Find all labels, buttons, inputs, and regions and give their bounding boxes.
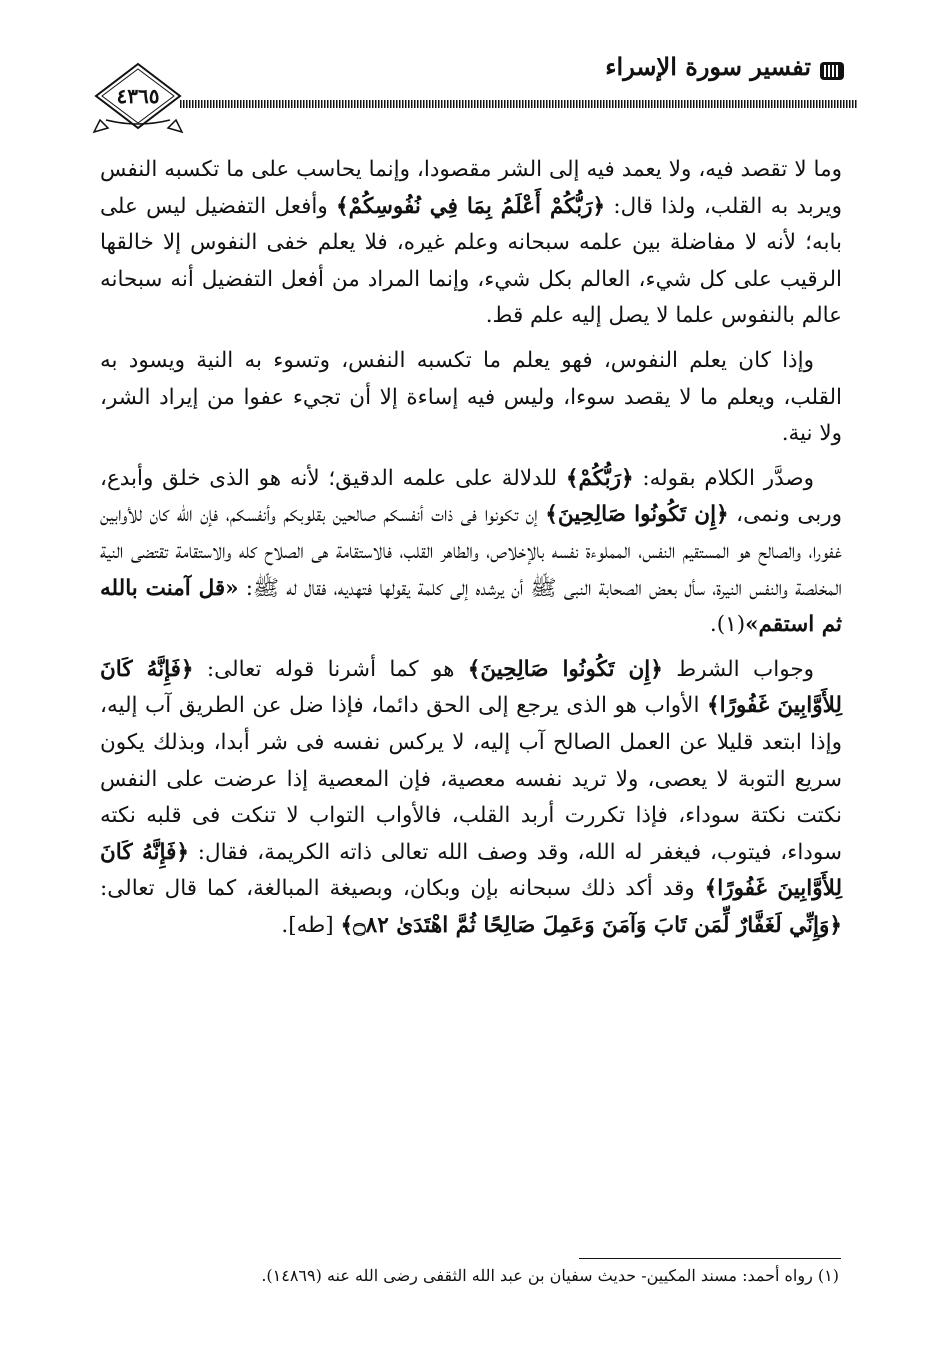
paragraph-text: وأفعل التفضيل ليس على بابه؛ لأنه لا مفاضلة بين علمه سبحانه وعلم غيره، فلا يعلم خفى النفوس إلا خالقها الرقيب على كل شيء، العالم بكل شيء، وإنما المراد من أفعل التفضيل أنه سبحانه عالم بالنفوس علما لا يصل إليه علم قط. [100,193,842,329]
paragraph [100,343,842,453]
paragraph [100,152,842,335]
body-text [100,152,842,944]
quran-verse: ﴿رَبُّكُمْ﴾ [565,465,634,491]
footnote-separator [579,1258,841,1259]
paragraph-text: وصدَّر الكلام بقوله: [633,465,815,491]
paragraph-text: (١). [709,612,746,638]
paragraph-text: وما لا تقصد فيه، ولا يعمد فيه إلى الشر مقصودا، وإنما يحاسب على ما تكسبه النفس ويربد به القلب، ولذا قال: [100,157,842,219]
quran-verse: ﴿فَإِنَّهُ كَانَ لِلأَوَّابِينَ غَفُورًا﴾ [100,839,842,902]
paragraph-text: للدلالة على علمه الدقيق؛ لأنه هو الذى خلق وأبدع، وربى ونمى، [100,465,843,528]
paragraph-text: وإذا كان يعلم النفوس، فهو يعلم ما تكسبه النفس، وتسوء به النية ويسود به القلب، ويعلم ما لا يقصد سوءا، وليس فيه إساءة إلا أن تجيء عفوا من إيراد الشر، ولا نية. [100,347,842,447]
quran-verse: ﴿إِن تَكُونُوا صَالِحِينَ﴾ [545,502,729,528]
paragraph-text: إن تكونوا فى ذات أنفسكم صالحين بقلوبكم وأنفسكم، فإن الله كان للأوابين غفورا، والصالح هو المستقيم النفس، المملوءة نفسه بالإخلاص، والطاهر القلب، فالاستقامة هى الصلاح كله والاستقامة تقتضى النية المخلصة والنفس النيرة، سأل بعض الصحابة النبى ﷺ أن يرشده إلى كلمة يقولها فتهديه، فقال له ﷺ: [100,502,842,601]
quran-verse: ﴿فَإِنَّهُ كَانَ لِلأَوَّابِينَ غَفُورًا﴾ [100,656,842,719]
quran-verse: ﴿وَإِنِّي لَغَفَّارٌ لِّمَن تَابَ وَآمَنَ وَعَمِلَ صَالِحًا ثُمَّ اهْتَدَىٰ ۝٨٢﴾ [340,912,842,938]
paragraph-text: وجواب الشرط [662,656,815,682]
running-header-title: تفسير سورة الإسراء [605,52,811,81]
book-seal-icon [819,60,845,82]
page-number: ٤٣٦٥ [116,84,160,108]
paragraph-text: هو كما أشرنا قوله تعالى: [193,656,468,682]
paragraph-text: الأواب هو الذى يرجع إلى الحق دائما، فإذا ضل عن الطريق آب إليه، وإذا ابتعد قليلا عن العمل الصالح آب إليه، لا يركس نفسه فى شر أبدا، وبذلك يكون سريع التوبة لا يعصى، ولا تريد نفسه معصية، فإن المعصية إذا عرضت على النفس نكتت نكتة سوداء، فإذا تكررت أربد القلب، فالأواب التواب لا تنكت فى قلبه نكته سوداء، فيتوب، فيغفر له الله، وقد وصف الله تعالى ذاته الكريمة، فقال: [100,693,843,865]
paragraph-text: [طه]. [281,912,341,938]
paragraph-text: وقد أكد ذلك سبحانه بإن وبكان، وبصيغة المبالغة، كما قال تعالى: [100,876,705,902]
quran-verse: ﴿رَبُّكُمْ أَعْلَمُ بِمَا فِي نُفُوسِكُمْ﴾ [336,193,606,219]
header-rule [180,100,857,108]
paragraph [100,461,842,644]
footnote: (١) رواه أحمد: مسند المكيين- حديث سفيان بن عبد الله الثقفى رضى الله عنه (١٤٨٦٩). [261,1266,839,1285]
paragraph [100,652,842,945]
quran-verse: «قل آمنت بالله ثم استقم» [100,575,842,638]
quran-verse: ﴿إِن تَكُونُوا صَالِحِينَ﴾ [467,656,663,682]
